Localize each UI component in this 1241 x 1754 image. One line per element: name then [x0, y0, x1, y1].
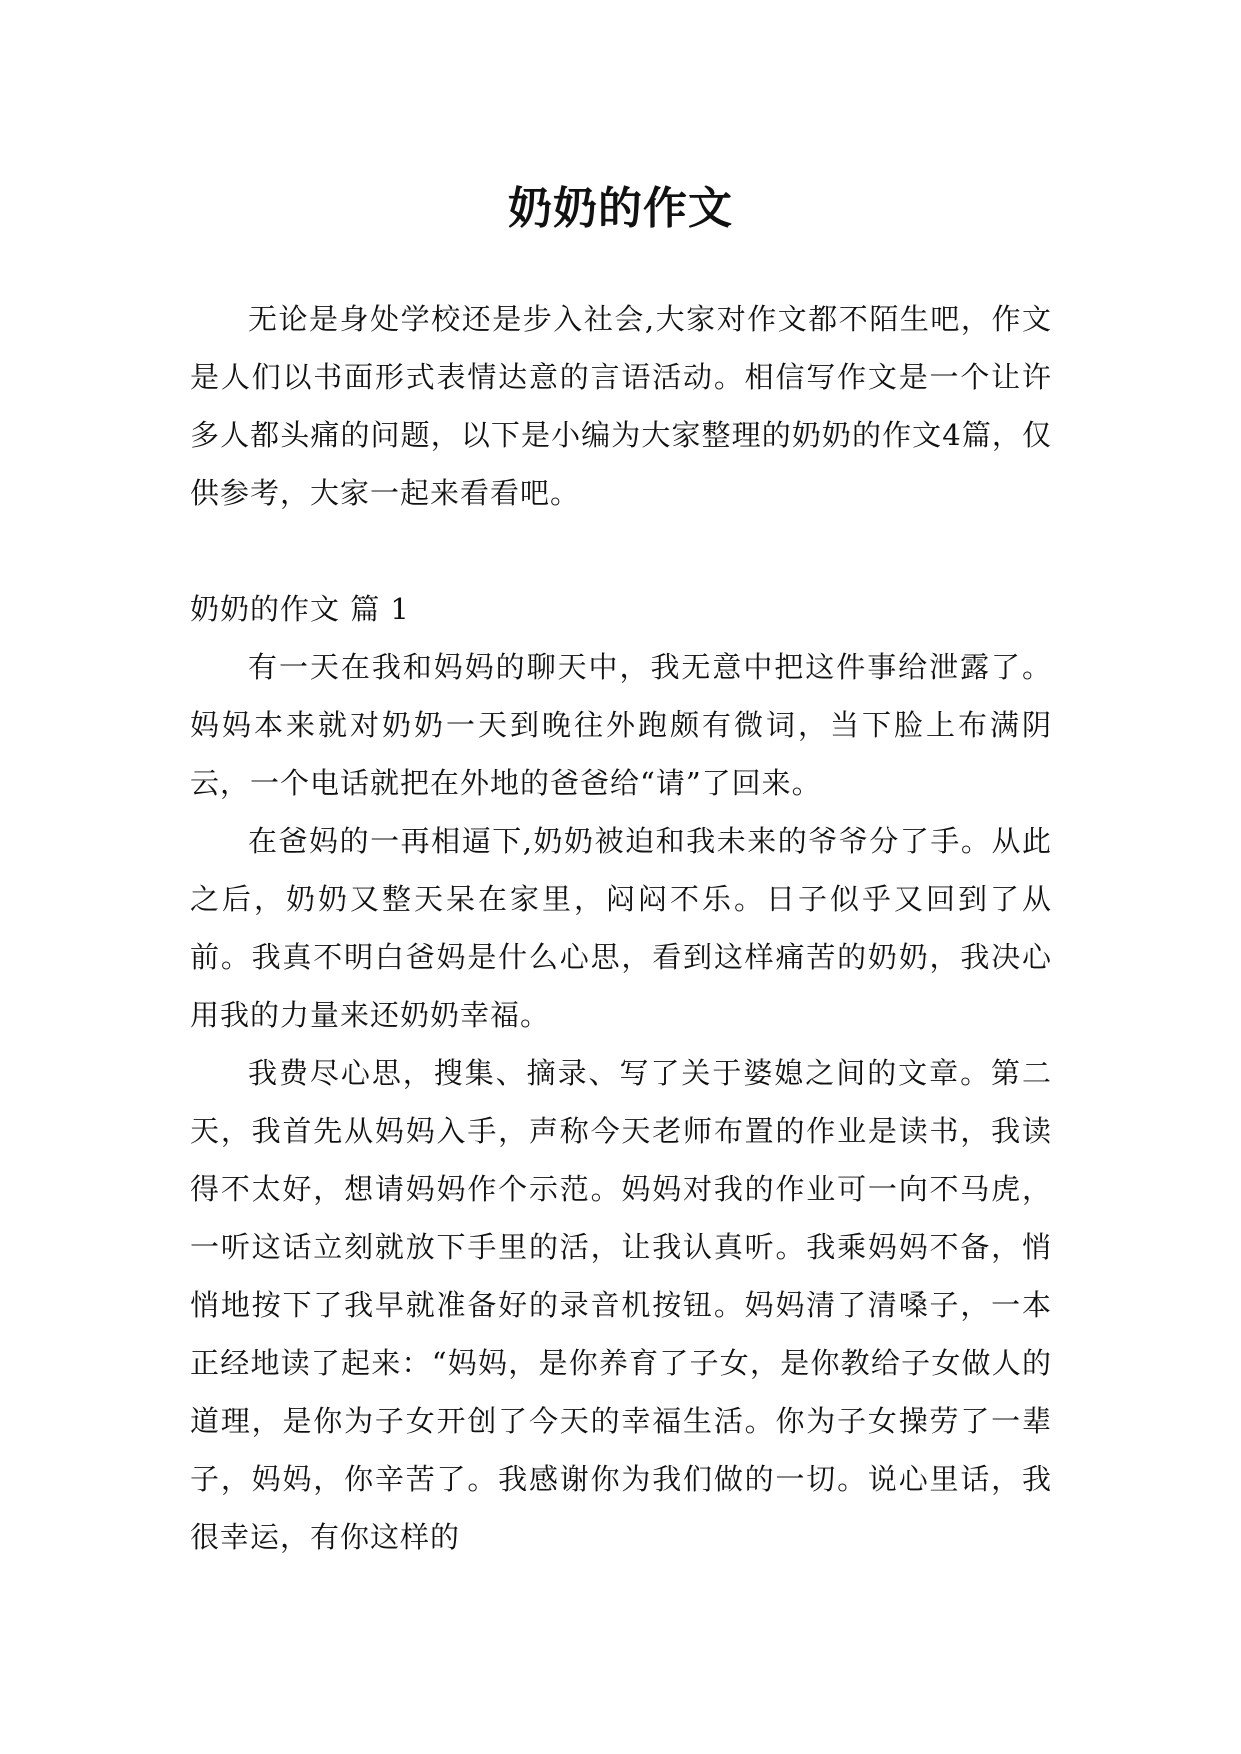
- intro-paragraph: 无论是身处学校还是步入社会,大家对作文都不陌生吧，作文是人们以书面形式表情达意的言语活动。相信写作文是一个让许多人都头痛的问题，以下是小编为大家整理的奶奶的作文4篇，仅供参考，大家一起来看看吧。: [190, 302, 1052, 510]
- body-paragraph-2: 在爸妈的一再相逼下,奶奶被迫和我未来的爷爷分了手。从此之后，奶奶又整天呆在家里，闷闷不乐。日子似乎又回到了从前。我真不明白爸妈是什么心思，看到这样痛苦的奶奶，我决心用我的力量来还奶奶幸福。: [190, 824, 1052, 1032]
- intro-block: [190, 290, 1052, 522]
- body-paragraph-1: 有一天在我和妈妈的聊天中，我无意中把这件事给泄露了。妈妈本来就对奶奶一天到晚往外跑颇有微词，当下脸上布满阴云，一个电话就把在外地的爸爸给“请”了回来。: [190, 650, 1052, 800]
- section-heading: 奶奶的作文 篇 1: [190, 592, 410, 626]
- section-body: [190, 638, 1052, 1566]
- page-title: 奶奶的作文: [508, 183, 733, 235]
- body-paragraph-3: 我费尽心思，搜集、摘录、写了关于婆媳之间的文章。第二天，我首先从妈妈入手，声称今天老师布置的作业是读书，我读得不太好，想请妈妈作个示范。妈妈对我的作业可一向不马虎，一听这话立刻就放下手里的活，让我认真听。我乘妈妈不备，悄悄地按下了我早就准备好的录音机按钮。妈妈清了清嗓子，一本正经地读了起来：“妈妈，是你养育了子女，是你教给子女做人的道理，是你为子女开创了今天的幸福生活。你为子女操劳了一辈子，妈妈，你辛苦了。我感谢你为我们做的一切。说心里话，我很幸运，有你这样的: [190, 1056, 1052, 1554]
